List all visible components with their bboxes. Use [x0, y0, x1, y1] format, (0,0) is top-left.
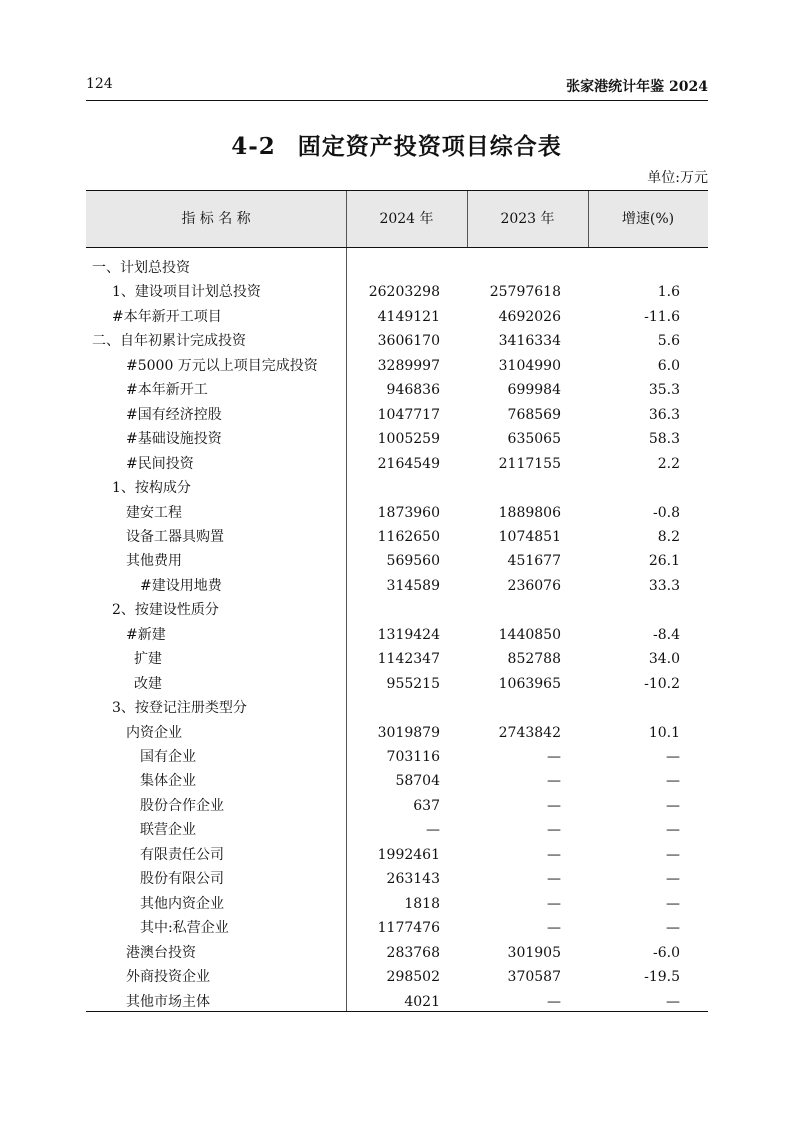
- value-2024: 3289997: [377, 357, 440, 374]
- table-row: [86, 549, 708, 574]
- row-label: 设备工器具购置: [126, 528, 224, 545]
- table-number: 4-2: [231, 133, 276, 160]
- value-2024: 1992461: [377, 846, 440, 863]
- row-label: 3、按登记注册类型分: [112, 700, 247, 717]
- table-row: [86, 427, 708, 452]
- page-header: [86, 76, 708, 98]
- value-2023: 1074851: [498, 528, 561, 545]
- value-2023: 370587: [507, 969, 561, 986]
- row-label: 其他费用: [126, 553, 182, 570]
- value-2023: 451677: [507, 553, 561, 570]
- value-2024: 263143: [386, 871, 440, 888]
- row-label: 一、计划总投资: [92, 260, 190, 276]
- value-2024: 3606170: [377, 333, 440, 350]
- row-label: 建安工程: [126, 504, 182, 521]
- value-2023: —: [547, 920, 561, 937]
- value-growth: 34.0: [648, 651, 680, 668]
- column-divider: [588, 191, 589, 247]
- value-growth: —: [666, 895, 680, 912]
- row-label: #5000 万元以上项目完成投资: [126, 357, 318, 374]
- value-2024: 2164549: [377, 455, 440, 472]
- header-rule: [86, 100, 708, 101]
- value-growth: —: [666, 993, 680, 1010]
- value-2024: 1047717: [377, 406, 440, 423]
- value-2024: —: [426, 822, 440, 839]
- row-label: 内资企业: [126, 724, 182, 741]
- table-row: [86, 403, 708, 428]
- value-2023: —: [547, 993, 561, 1010]
- value-growth: —: [666, 773, 680, 790]
- table-row: [86, 843, 708, 868]
- table-header: [86, 190, 708, 248]
- value-2023: 1889806: [498, 504, 561, 521]
- table-title: [0, 128, 793, 161]
- value-growth: 26.1: [648, 553, 680, 570]
- value-growth: 10.1: [648, 724, 680, 741]
- value-growth: -6.0: [653, 944, 680, 961]
- row-label: 集体企业: [140, 773, 196, 790]
- value-growth: 35.3: [648, 382, 680, 399]
- value-2024: 298502: [386, 969, 440, 986]
- table-row: [86, 818, 708, 843]
- value-growth: 1.6: [657, 284, 680, 301]
- table-row: [86, 892, 708, 917]
- row-label: 二、自年初累计完成投资: [92, 333, 246, 350]
- column-header-2024: 2024 年: [379, 211, 434, 227]
- table-body: [86, 248, 708, 1012]
- row-label: 有限责任公司: [140, 846, 224, 863]
- value-growth: 2.2: [657, 455, 680, 472]
- value-2023: 301905: [507, 944, 561, 961]
- value-2023: 1063965: [498, 675, 561, 692]
- row-label: #本年新开工: [126, 382, 208, 399]
- table-row: [86, 647, 708, 672]
- table-row: [86, 354, 708, 379]
- value-growth: 58.3: [648, 431, 680, 448]
- value-growth: -19.5: [644, 969, 680, 986]
- table-row: [86, 256, 708, 281]
- row-label: 股份有限公司: [140, 871, 224, 888]
- table-row: [86, 941, 708, 966]
- value-growth: -10.2: [644, 675, 680, 692]
- row-label: 港澳台投资: [126, 944, 196, 961]
- value-2024: 1319424: [377, 626, 440, 643]
- value-growth: —: [666, 797, 680, 814]
- value-2024: 955215: [386, 675, 440, 692]
- value-2024: 1177476: [377, 920, 440, 937]
- value-growth: -11.6: [644, 308, 680, 325]
- value-growth: —: [666, 749, 680, 765]
- value-2023: 852788: [507, 651, 561, 668]
- row-label: 1、建设项目计划总投资: [112, 284, 261, 301]
- value-2023: 236076: [507, 577, 561, 594]
- value-2024: 569560: [386, 553, 440, 570]
- value-2023: —: [547, 797, 561, 814]
- table-row: [86, 525, 708, 550]
- table-row: [86, 965, 708, 990]
- value-2024: 703116: [386, 749, 440, 765]
- value-2024: 946836: [386, 382, 440, 399]
- value-2024: 283768: [386, 944, 440, 961]
- value-growth: —: [666, 871, 680, 888]
- value-2024: 4149121: [377, 308, 440, 325]
- table-row: [86, 598, 708, 623]
- table-row: [86, 721, 708, 746]
- row-label: 扩建: [134, 651, 162, 668]
- value-2023: 2743842: [498, 724, 561, 741]
- value-2023: —: [547, 773, 561, 790]
- row-label: 国有企业: [140, 749, 196, 765]
- value-2023: 3416334: [498, 333, 561, 350]
- value-2023: —: [547, 846, 561, 863]
- row-label: #基础设施投资: [126, 431, 222, 448]
- value-2024: 637: [413, 797, 440, 814]
- table-row: [86, 916, 708, 941]
- row-label: 其他内资企业: [140, 895, 224, 912]
- value-growth: 36.3: [648, 406, 680, 423]
- value-2023: 4692026: [498, 308, 561, 325]
- column-divider: [467, 191, 468, 247]
- value-2023: —: [547, 895, 561, 912]
- row-label: #本年新开工项目: [112, 308, 222, 325]
- value-2023: 3104990: [498, 357, 561, 374]
- table-row: [86, 672, 708, 697]
- table-row: [86, 329, 708, 354]
- table-row: [86, 794, 708, 819]
- table-row: [86, 501, 708, 526]
- value-growth: —: [666, 822, 680, 839]
- table-row: [86, 305, 708, 330]
- row-label: #民间投资: [126, 455, 194, 472]
- value-growth: -0.8: [653, 504, 680, 521]
- column-header-growth: 增速(%): [621, 211, 675, 227]
- value-growth: —: [666, 920, 680, 937]
- row-label: 联营企业: [140, 822, 196, 839]
- value-2023: 1440850: [498, 626, 561, 643]
- table-row: [86, 867, 708, 892]
- row-label: #新建: [126, 626, 166, 643]
- table-row: [86, 769, 708, 794]
- row-label: #国有经济控股: [126, 406, 222, 423]
- value-2024: 58704: [395, 773, 440, 790]
- value-growth: 6.0: [657, 357, 680, 374]
- table-row: [86, 745, 708, 770]
- row-label: 2、按建设性质分: [112, 602, 219, 619]
- value-2024: 1162650: [377, 528, 440, 545]
- row-label: 其他市场主体: [126, 993, 210, 1010]
- value-growth: 5.6: [657, 333, 680, 350]
- row-label: #建设用地费: [140, 577, 222, 594]
- table-row: [86, 378, 708, 403]
- table-row: [86, 990, 708, 1015]
- value-2023: 699984: [507, 382, 561, 399]
- value-2024: 1873960: [377, 504, 440, 521]
- column-header-indicator: 指 标 名 称: [181, 211, 251, 227]
- column-divider: [346, 191, 347, 247]
- value-2023: 25797618: [489, 284, 561, 301]
- value-growth: —: [666, 846, 680, 863]
- value-2023: —: [547, 749, 561, 765]
- row-label: 其中:私营企业: [140, 920, 229, 937]
- row-label: 股份合作企业: [140, 797, 224, 814]
- row-label: 1、按构成分: [112, 480, 191, 497]
- book-title: 张家港统计年鉴 2024: [566, 79, 708, 95]
- value-2024: 1818: [404, 895, 440, 912]
- value-2023: —: [547, 822, 561, 839]
- value-2024: 1005259: [377, 431, 440, 448]
- table-row: [86, 623, 708, 648]
- table-row: [86, 696, 708, 721]
- value-2023: 2117155: [498, 455, 561, 472]
- table-row: [86, 280, 708, 305]
- value-2024: 26203298: [368, 284, 440, 301]
- table-row: [86, 574, 708, 599]
- row-label: 改建: [134, 675, 162, 692]
- value-2023: 768569: [507, 406, 561, 423]
- value-growth: 8.2: [657, 528, 680, 545]
- value-2024: 1142347: [377, 651, 440, 668]
- row-label: 外商投资企业: [126, 969, 210, 986]
- table-row: [86, 476, 708, 501]
- value-2023: —: [547, 871, 561, 888]
- value-growth: 33.3: [648, 577, 680, 594]
- value-growth: -8.4: [653, 626, 680, 643]
- page-number: 124: [86, 76, 113, 92]
- value-2024: 3019879: [377, 724, 440, 741]
- data-table: [86, 190, 708, 1012]
- table-title-text: 固定资产投资项目综合表: [297, 133, 562, 160]
- table-row: [86, 452, 708, 477]
- value-2024: 314589: [386, 577, 440, 594]
- column-header-2023: 2023 年: [500, 211, 555, 227]
- value-2023: 635065: [507, 431, 561, 448]
- unit-label: 单位:万元: [647, 170, 708, 186]
- value-2024: 4021: [404, 993, 440, 1010]
